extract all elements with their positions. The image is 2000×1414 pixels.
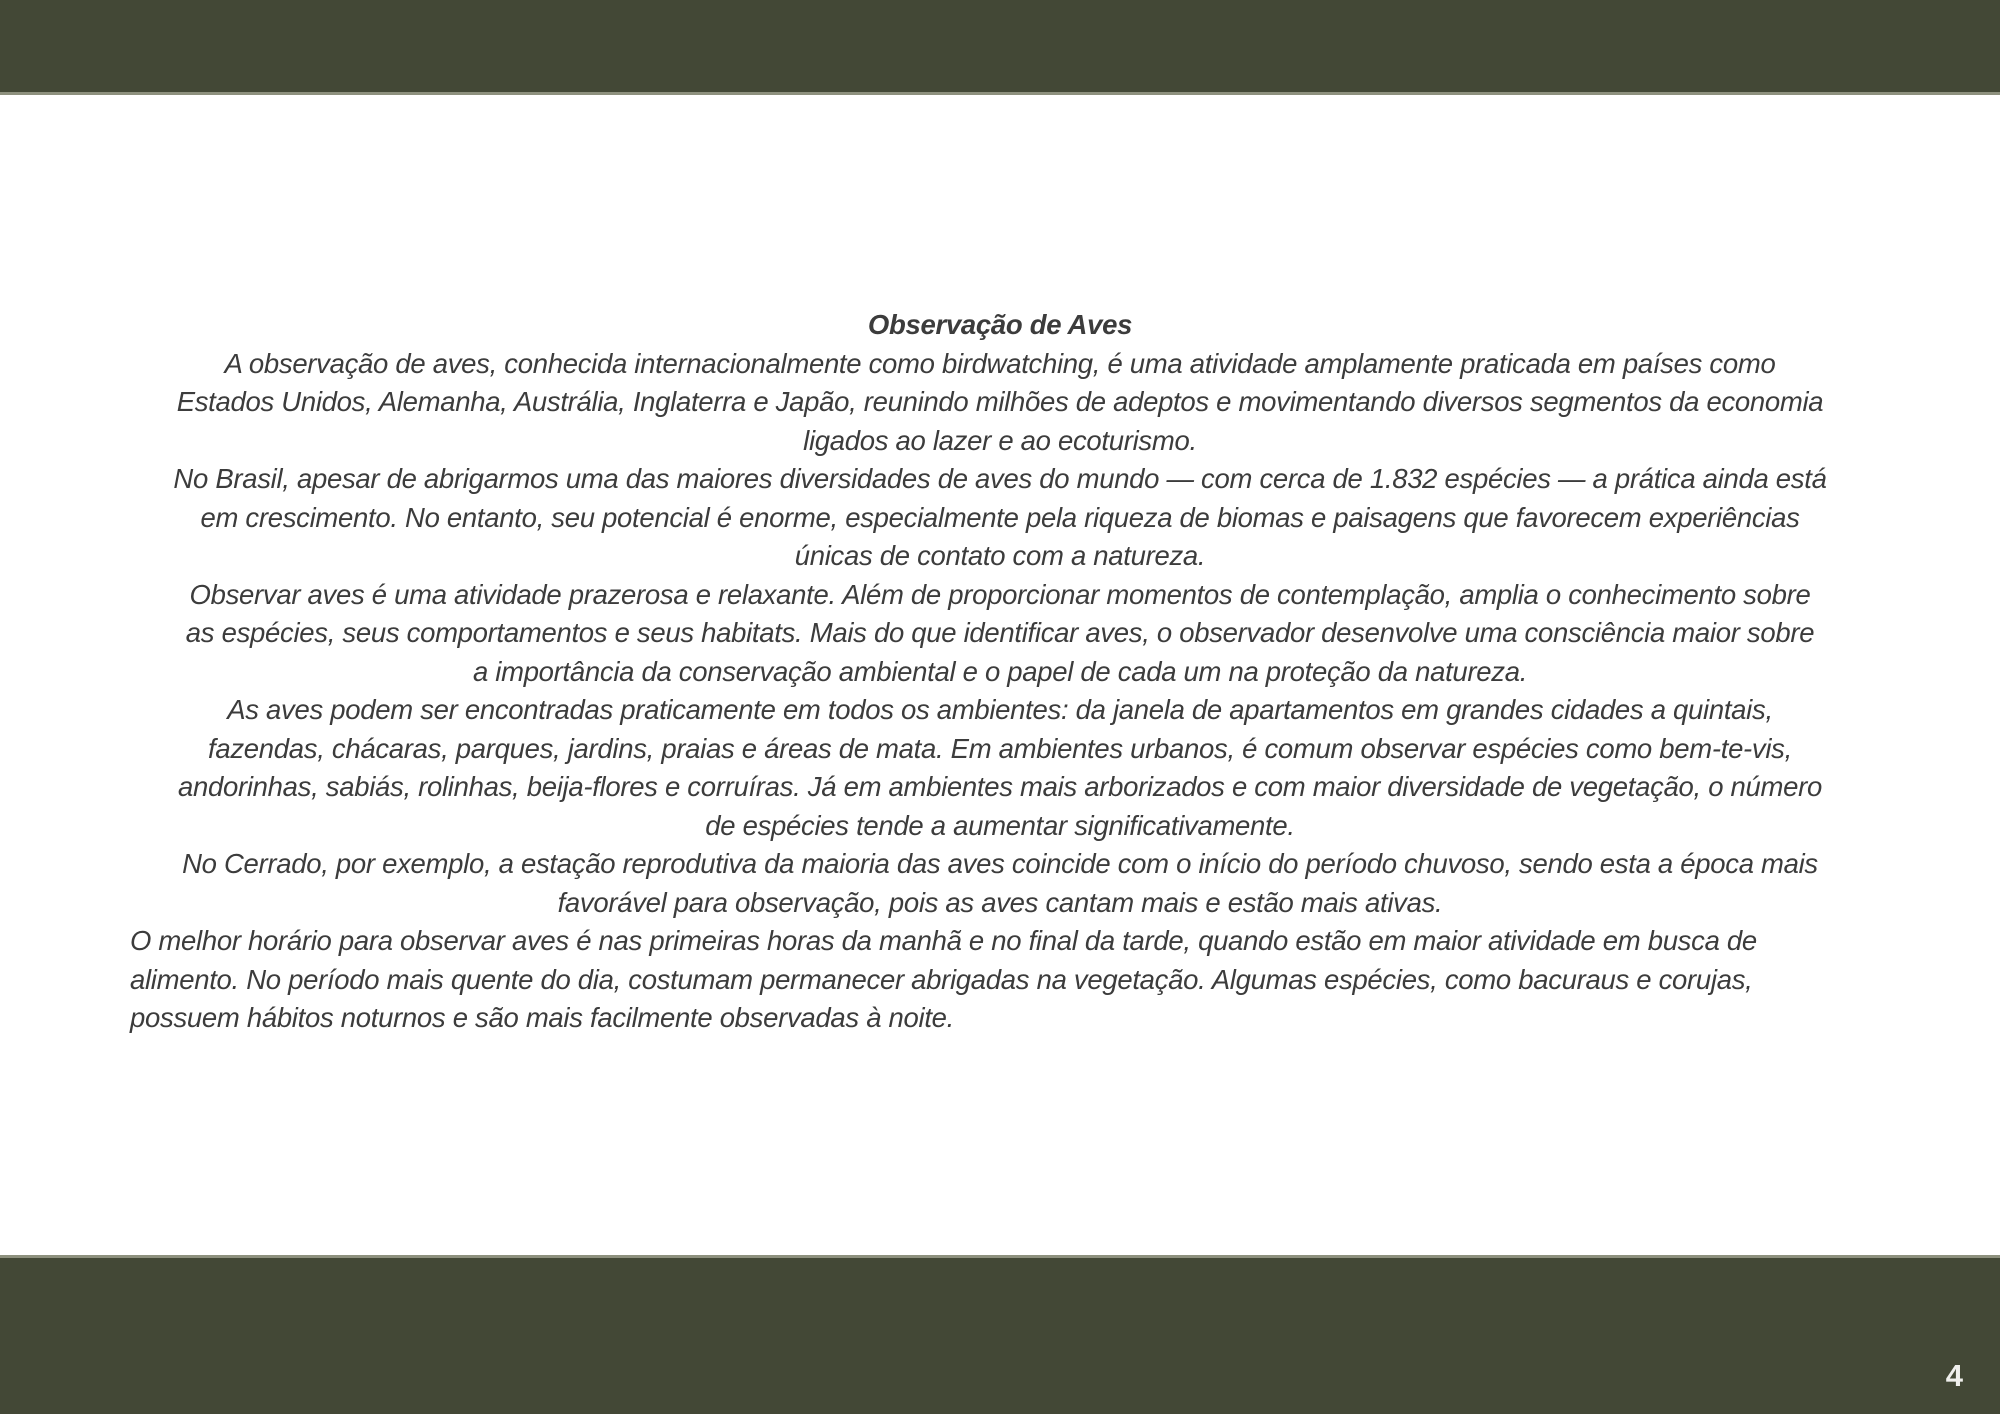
text-line: Observar aves é uma atividade prazerosa e relaxante. Além de proporcionar momentos de contemplação, amplia o conhecimento sobre <box>189 578 1811 610</box>
text-line: fazendas, chácaras, parques, jardins, praias e áreas de mata. Em ambientes urbanos, é comum observar espécies como bem-te-vis, <box>208 732 1792 764</box>
text-block <box>130 95 1870 1038</box>
paragraph <box>130 845 1870 922</box>
text-line: ligados ao lazer e ao ecoturismo. <box>803 424 1197 456</box>
paragraph <box>130 576 1870 692</box>
text-line: As aves podem ser encontradas praticamente em todos os ambientes: da janela de apartamentos em grandes cidades a quintais, <box>227 694 1773 725</box>
text-line: Estados Unidos, Alemanha, Austrália, Inglaterra e Japão, reunindo milhões de adeptos e movimentando diversos segmentos da economia <box>176 386 1824 417</box>
text-line: A observação de aves, conhecida internacionalmente como birdwatching, é uma atividade amplamente praticada em países como <box>224 347 1776 379</box>
page-number: 4 <box>1945 1358 1963 1393</box>
text-line: possuem hábitos noturnos e são mais facilmente observadas à noite. <box>130 1002 955 1033</box>
text-line: a importância da conservação ambiental e o papel de cada um na proteção da natureza. <box>472 655 1528 687</box>
paragraph <box>130 922 1870 1038</box>
text-line: favorável para observação, pois as aves cantam mais e estão mais ativas. <box>557 886 1443 918</box>
paragraph <box>130 345 1870 461</box>
paragraphs <box>130 345 1870 1038</box>
text-line: em crescimento. No entanto, seu potencial é enorme, especialmente pela riqueza de biomas e paisagens que favorecem experiências <box>200 501 1800 533</box>
header-bar <box>0 0 2000 95</box>
paragraph <box>130 691 1870 845</box>
text-line: andorinhas, sabiás, rolinhas, beija-flores e corruíras. Já em ambientes mais arborizados e com maior diversidade de vegetação, o número <box>178 771 1822 802</box>
content-area <box>130 95 1870 1038</box>
footer-bar <box>0 1255 2000 1414</box>
text-line: de espécies tende a aumentar significativamente. <box>705 809 1295 841</box>
text-line: alimento. No período mais quente do dia, costumam permanecer abrigadas na vegetação. Algumas espécies, como bacuraus e corujas, <box>130 963 1753 995</box>
text-line: O melhor horário para observar aves é nas primeiras horas da manhã e no final da tarde, quando estão em maior atividade em busca de <box>130 925 1757 956</box>
text-line: únicas de contato com a natureza. <box>794 540 1206 571</box>
page-title: Observação de Aves <box>867 309 1133 340</box>
text-line: No Brasil, apesar de abrigarmos uma das maiores diversidades de aves do mundo — com cerca de 1.832 espécies — a prática ainda está <box>173 463 1827 494</box>
text-line: No Cerrado, por exemplo, a estação reprodutiva da maioria das aves coincide com o início do período chuvoso, sendo esta a época mais <box>182 848 1818 879</box>
paragraph <box>130 460 1870 576</box>
text-line: as espécies, seus comportamentos e seus habitats. Mais do que identificar aves, o observador desenvolve uma consciência maior sobre <box>185 617 1815 648</box>
